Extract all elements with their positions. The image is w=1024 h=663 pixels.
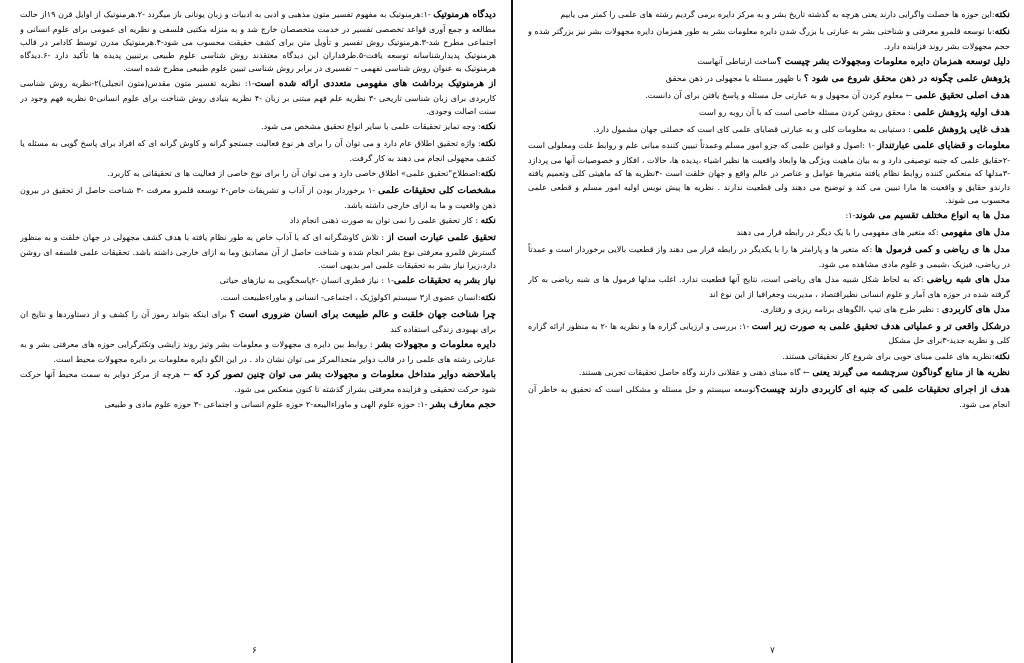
paragraph-text: توسعه سیستم و حل مسئله و مشکلی است که تحقیق به خاطر آن انجام می شود. bbox=[528, 384, 1010, 410]
paragraph-heading: پژوهش علمی چگونه در ذهن محقق شروع می شود ؟ bbox=[803, 72, 1010, 84]
paragraph-heading: مدل ها به انواع مختلف تقسیم می شوند bbox=[855, 209, 1010, 221]
paragraph-heading: درشکل واقعی تر و عملیاتی هدف تحقیق علمی به صورت زیر است bbox=[751, 320, 1010, 332]
page-divider bbox=[511, 0, 513, 663]
paragraph-text: :با توسعه قلمرو معرفتی و شناختی بشر به عبارتی با بزرگ شدن دایره معلومات بشر به طور همزمان دایره مجهولات بشر نیز بزرگتر شده و حجم مجهولات بشر روند فزاینده دارد. bbox=[528, 25, 1010, 51]
paragraph-text: : دستیابی به معلومات کلی و به عبارتی قضایای علمی کای است که خصلتی جهان مشمول دارد. bbox=[593, 123, 914, 134]
paragraph bbox=[20, 167, 496, 182]
paragraph-text: -۱: حوزه علوم الهی و ماوراءالیبعه-۲ حوزه علوم انسانی و اجتماعی -۳ حوزه علوم مادی و طبیعی bbox=[104, 399, 430, 410]
paragraph-text: : واژه تحقیق اطلاق عام دارد و می توان آن را برای هر نوع فعالیت جستجو گرانه و کاوش گرانه ای که افراد برای پاسخ گویی به مسئله یا کشف مجهولی انجام می دهند به کار گرفت. bbox=[20, 138, 496, 164]
paragraph bbox=[20, 291, 496, 306]
paragraph bbox=[20, 308, 496, 336]
paragraph-text: برای اینکه بتواند رموز آن را کشف و از دستاوردها و نتایج ان برای بهبودی زندگی استفاده کند bbox=[20, 309, 496, 335]
paragraph-text: ← معلوم کردن آن مجهول و به عبارتی حل مسئله و پاسخ یافتن برای آن دانست. bbox=[645, 89, 916, 100]
paragraph bbox=[20, 8, 496, 75]
paragraph-text: -۱ برخوردار بودن از آداب و تشریفات خاص-۲ توسعه قلمرو معرفت -۳ شناخت حاصل از تحقیق در بیرون ذهن واقعیت و ما به ازای خارجی داشته باشد. bbox=[20, 185, 496, 211]
paragraph-text: :که متغیر ها و پارامتر ها را با یکدیگر در رابطه قرار می دهند واز قطعیت بالایی برخوردار است و عمدتاً در ریاضی، فیزیک ،شیمی و علوم مادی مشاهده می شود. bbox=[528, 243, 1010, 269]
paragraph-text: -۱ : نیاز فطری انسان -۲پاسخگویی به نیازهای حیاتی bbox=[219, 275, 394, 286]
paragraph-heading: نکته bbox=[480, 121, 496, 133]
paragraph-text: : کار تحقیق علمی را نمی توان به صورت ذهنی انجام داد bbox=[289, 215, 481, 226]
paragraph-heading: نکته bbox=[480, 168, 496, 180]
paragraph-heading: مشخصات کلی تحقیقات علمی bbox=[378, 185, 496, 197]
paragraph bbox=[528, 383, 1010, 411]
paragraph-text: : نظیر طرح های تیپ ،الگوهای برنامه ریزی و رفتاری. bbox=[760, 303, 942, 314]
paragraph-heading: نکته bbox=[480, 215, 496, 227]
paragraph-heading: مدل های مفهومی bbox=[941, 226, 1010, 238]
paragraph-heading: نکته bbox=[994, 350, 1010, 362]
paragraph-heading: هدف غایی پژوهش علمی bbox=[913, 123, 1010, 135]
paragraph bbox=[528, 123, 1010, 138]
paragraph-heading: هدف از اجرای تحقیقات علمی که جنبه ای کاربردی دارند چیست؟ bbox=[755, 384, 1010, 396]
paragraph-text: -۱:هرمنوتیک به مفهوم تفسیر متون مذهبی و ادبی به ادبیات و زبان یونانی باز میگردد -۲.هرمنوتیک از اوایل قرن ۱۹از حالت مطالعه و جمع آوری قواعد تخصصی تفسیر در خدمت متخصصان خارج شد و به منزله مکتبی فلسفی و نظریه ای عمومی برای علوم انسانی و اجتماعی مطرح شد-۳.هرمنوتیک روش تفسیر و تأویل متن برای کشف حقیقت محسوب می شود-۴.هرمنوتیک مدرن توسط کادامر در قالب هرمنوتیک پدیدارشناسانه توسعه یافت-۵.طرفداران این دیدگاه معتقدند روش شناسی علوم طبیعی برتبیین پدیده ها تأکید دارد -۶.دیدگاه هرمنوتیک به عنوان روش شناسی تفهمی – تفسیری در برابر روش شناسی تبیین علوم طبیعی مطرح شده است. bbox=[20, 9, 496, 74]
paragraph bbox=[528, 226, 1010, 241]
paragraph-text: :اصطلاح"تحقیق علمی» اطلاق خاصی دارد و می توان آن را برای نوع خاصی از فعالیت ها ی تحقیقاتی به کاربرد. bbox=[107, 168, 481, 179]
paragraph-text: :این حوزه ها خصلت واگرایی دارند یعنی هرچه به گذشته تاریخ بشر و به مرکز دایره برمی گردیم رشته های علمی را کمتر می یابیم bbox=[560, 9, 995, 19]
paragraph-heading: نکته bbox=[994, 9, 1010, 20]
paragraph bbox=[20, 398, 496, 413]
paragraph-heading: هدف اصلی تحقیق علمی bbox=[915, 89, 1010, 101]
paragraph-heading: مدل های شبه ریاضی bbox=[926, 273, 1010, 285]
paragraph-heading: دیدگاه هرمنوتیک bbox=[433, 9, 496, 20]
paragraph-heading: نکته bbox=[480, 292, 496, 304]
left-page bbox=[20, 8, 496, 636]
paragraph bbox=[528, 139, 1010, 206]
paragraph bbox=[528, 55, 1010, 70]
paragraph-heading: مدل ها ی ریاضی و کمی فرمول ها bbox=[874, 243, 1010, 255]
paragraph bbox=[20, 274, 496, 289]
paragraph-heading: مدل های کاربردی bbox=[941, 303, 1010, 315]
paragraph-text: :انسان عضوی از۳ سیستم اکولوژیک ، اجتماعی- انسانی و ماوراءطبیعت است. bbox=[220, 292, 481, 303]
paragraph-heading: دلیل توسعه همزمان دایره معلومات ومجهولات بشر چیست ؟ bbox=[776, 55, 1010, 67]
paragraph-heading: چرا شناخت جهان خلقت و عالم طبیعت برای انسان ضروری است ؟ bbox=[230, 309, 496, 321]
paragraph-heading: نیاز بشر به تحقیقات علمی bbox=[393, 275, 496, 287]
paragraph-text: : تلاش کاوشگرانه ای که با آداب خاص به طور نظام یافته با هدف کشف مجهولی در جهان خلقت و به منظور گسترش قلمرو معرفتی نوع بشر انجام شده و شناخت حاصل از آن مصادیق وما به ازای خارجی داشته باشد. تحقیقات علمی فلسفه ای روشن دارد،زیرا نیاز بشر به تحقیقات علمی امر بدیهی است. bbox=[20, 232, 496, 271]
paragraph bbox=[528, 243, 1010, 271]
paragraph-heading: از هرمنوتیک برداشت های مفهومی متعددی ارائه شده است bbox=[254, 78, 496, 90]
paragraph bbox=[528, 209, 1010, 224]
paragraph-text: -۱ :اصول و قوانین علمی که جزو امور مسلم وعمدتاً تبیین کننده مبانی علم و روابط علت ومعلولی است -۲حقایق علمی که جنبه توصیفی دارد و به بیان ماهیت ویژگی ها وابعاد واقعیت ها نظیر اشیاء ،پدیده ها، حالات ، افکار و خصوصیات آنها می پردازد -۳مدلها که منعکس کننده روابط نظام یافته متغیرها عوامل و عناصر در عالم واقع و جهان خلقت است -۴نظریه ها که ماهیتی کلی وتعمیم یافته دارندو حقایق و واقعیت ها مارا تبیین می کند و توضیح می دهند ولی قطعیت ندارند . نظریه ها پیش نویس اولیه امور مسلم و قطعی علمی محسوب می شوند. bbox=[528, 140, 1010, 205]
paragraph-heading: معلومات و قضایای علمی عبارتنداز bbox=[877, 140, 1010, 152]
paragraph-heading: حجم معارف بشر bbox=[429, 399, 496, 411]
paragraph-text: : روابط بین دایره ی مجهولات و معلومات بشر وتیز روند زایشی وتکثرگرایی حوزه های معرفتی بشر و به عبارتی رشته های علمی را در قالب دوایر متحدالمرکز می توان نشان داد . در این الگو دایره معلومات بر دایره مجهولات محیط است. bbox=[20, 339, 496, 365]
paragraph-text: ← گاه مبنای ذهنی و عقلانی دارند وگاه حاصل تحقیقات تجربی هستند. bbox=[578, 367, 813, 378]
paragraph bbox=[528, 366, 1010, 381]
paragraph-text: -۱: بررسی و ارزیابی گزاره ها و نظریه ها -۲ به منظور ارائه گزاره کلی و نظریه جدید-۳برای حل مشکل bbox=[528, 320, 1010, 346]
paragraph-heading: باملاحضه دوایر متداخل معلومات و مجهولات بشر می توان چنین تصور کرد که bbox=[193, 369, 496, 381]
paragraph bbox=[528, 350, 1010, 365]
paragraph bbox=[528, 89, 1010, 104]
paragraph bbox=[20, 368, 496, 396]
paragraph bbox=[20, 184, 496, 212]
paragraph bbox=[528, 320, 1010, 348]
paragraph-text: : وجه تمایز تحقیقات علمی با سایر انواع تحقیق مشخص می شود. bbox=[261, 121, 481, 132]
page-number-left: ۶ bbox=[252, 646, 257, 656]
paragraph-text: -۱: نظریه تفسیر متون مقدس(متون انجیلی)۲-نظریه روش شناسی کاربردی برای زبان شناسی تاریخی -۳ نظریه علم فهم مبتنی بر زبان -۴ نظریه بنیادی روش شناخت برای علوم انسانی-۵ نظریه فهم وجود در سنت اصالت وجودی. bbox=[20, 78, 496, 117]
paragraph-heading: نکته bbox=[994, 25, 1010, 37]
paragraph-heading: دایره معلومات و مجهولات بشر bbox=[375, 339, 496, 351]
paragraph bbox=[528, 25, 1010, 53]
paragraph-heading: تحقیق علمی عبارت است از bbox=[386, 232, 496, 244]
paragraph-heading: نظریه ها از منابع گوناگون سرچشمه می گیرند یعنی bbox=[812, 367, 1010, 379]
paragraph-heading: هدف اولیه پژوهش علمی bbox=[913, 106, 1010, 118]
paragraph bbox=[20, 137, 496, 165]
paragraph bbox=[20, 338, 496, 366]
paragraph-text: ← هرچه از مرکز دوایر به سمت محیط آنها حرکت شود حرکت تحقیقی و فزاینده معرفتی بشراز گذشته تا کنون منعکس می شود. bbox=[20, 369, 496, 395]
paragraph-text: با ظهور مسئله یا مجهولی در ذهن محقق bbox=[665, 72, 804, 83]
page-number-right: ۷ bbox=[770, 646, 775, 656]
paragraph bbox=[528, 8, 1010, 23]
paragraph-text: ساخت ارتباطی آنهاست bbox=[697, 55, 777, 66]
paragraph-text: :نظریه های علمی مبنای خوبی برای شروع کار تحقیقاتی هستند. bbox=[782, 350, 995, 361]
paragraph-text: :که به لحاظ شکل شبیه مدل های ریاضی است، نتایج آنها قطعیت ندارد. اغلب مدلها فرمول ها ی شبه ریاضی به کار گرفته شده در حوزه های آمار و علوم انسانی نظیراقتصاد ، مدیریت وجغرافیا از این نوع اند bbox=[528, 273, 1010, 299]
right-page bbox=[528, 8, 1010, 636]
paragraph-text: -۱: bbox=[845, 209, 856, 220]
paragraph-text: : محقق روشن کردن مسئله خاصی است که با آن روبه رو است bbox=[699, 106, 914, 117]
paragraph bbox=[20, 231, 496, 272]
paragraph bbox=[528, 303, 1010, 318]
paragraph bbox=[20, 214, 496, 229]
paragraph bbox=[528, 72, 1010, 87]
paragraph bbox=[20, 77, 496, 118]
paragraph-heading: نکته bbox=[480, 138, 496, 150]
paragraph bbox=[528, 106, 1010, 121]
paragraph bbox=[528, 273, 1010, 301]
paragraph-text: :که متغیر های مفهومی را با یک دیگر در رابطه قرار می دهند bbox=[736, 226, 942, 237]
paragraph bbox=[20, 120, 496, 135]
